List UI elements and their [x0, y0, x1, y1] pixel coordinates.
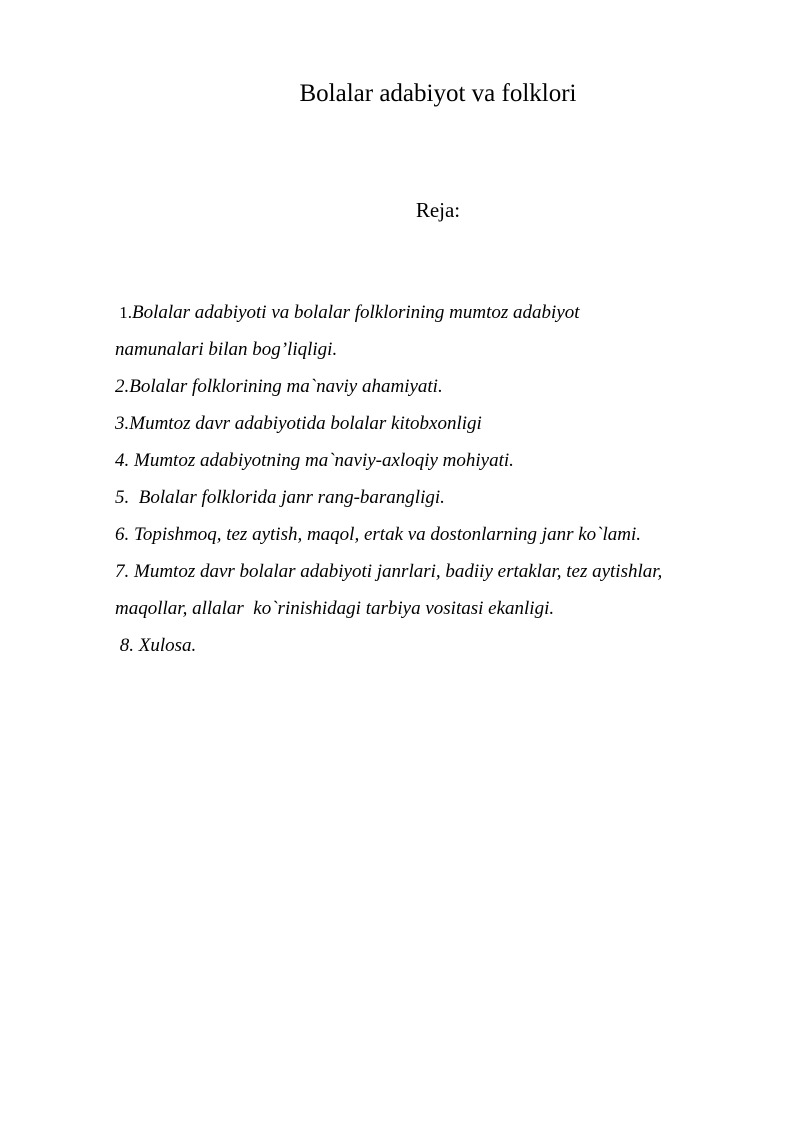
- plan-item-text: 3.Mumtoz davr adabiyotida bolalar kitobxonligi: [115, 413, 482, 434]
- plan-item-text: maqollar, allalar ko`rinishidagi tarbiya vositasi ekanligi.: [115, 598, 555, 619]
- plan-item-1-continued: [115, 331, 775, 368]
- plan-item-text: 5. Bolalar folklorida janr rang-barangligi.: [115, 487, 445, 508]
- plan-heading: Reja:: [415, 198, 461, 222]
- plan-item-1: [115, 294, 775, 331]
- plan-item-7: [115, 553, 775, 590]
- plan-item-text: 8. Xulosa.: [115, 635, 197, 656]
- plan-item-8: [115, 627, 775, 664]
- plan-item-3: [115, 405, 775, 442]
- plan-item-text: Bolalar adabiyoti va bolalar folklorining mumtoz adabiyot: [132, 302, 580, 323]
- plan-item-text: 7. Mumtoz davr bolalar adabiyoti janrlari, badiiy ertaklar, tez aytishlar,: [115, 561, 663, 582]
- plan-item-2: [115, 368, 775, 405]
- plan-list: [115, 294, 775, 664]
- plan-item-6: [115, 516, 775, 553]
- plan-item-text: 2.Bolalar folklorining ma`naviy ahamiyati.: [115, 376, 443, 397]
- plan-item-7-continued: [115, 590, 775, 627]
- plan-item-text: 6. Topishmoq, tez aytish, maqol, ertak va dostonlarning janr ko`lami.: [115, 524, 642, 545]
- plan-item-text: 4. Mumtoz adabiyotning ma`naviy-axloqiy mohiyati.: [115, 450, 514, 471]
- plan-item-number: 1.: [115, 303, 132, 322]
- plan-item-4: [115, 442, 775, 479]
- document-title: Bolalar adabiyot va folklori: [299, 80, 577, 107]
- plan-item-text: namunalari bilan bog’liqligi.: [115, 339, 338, 360]
- plan-item-5: [115, 479, 775, 516]
